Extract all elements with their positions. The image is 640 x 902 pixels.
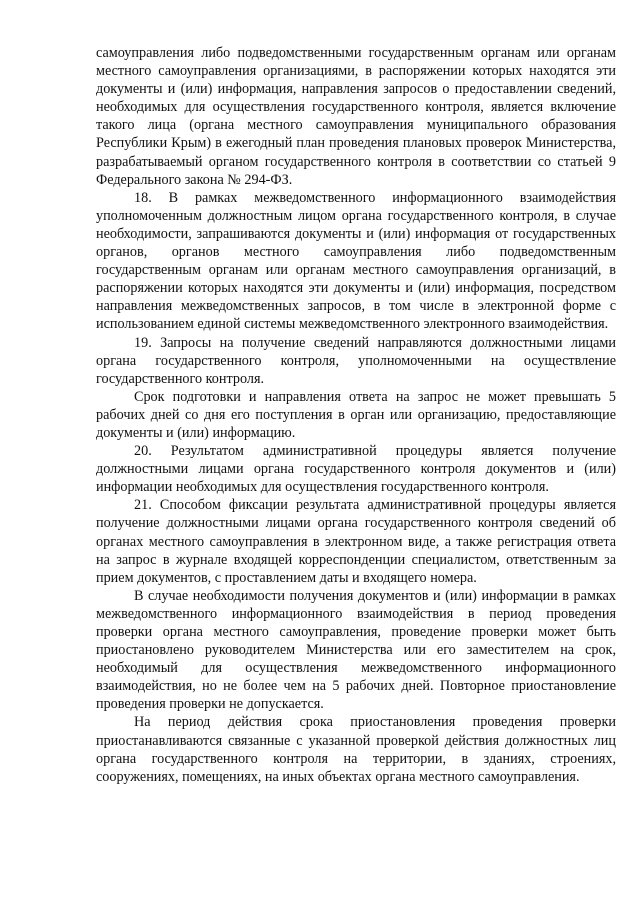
paragraph-19: 19. Запросы на получение сведений направляются должностными лицами органа государственного контроля, уполномоченными на осуществление государственного контроля. (96, 334, 616, 387)
paragraph-response-deadline: Срок подготовки и направления ответа на запрос не может превышать 5 рабочих дней со дня его поступления в орган или организацию, предоставляющие документы и (или) информацию. (96, 388, 616, 441)
paragraph-continuation: самоуправления либо подведомственными государственным органам или органам местного самоуправления организациями, в распоряжении которых находятся эти документы и (или) информация, направления запросов о предоставлении сведений, необходимых для осуществления государственного контроля, является включение такого лица (органа местного самоуправления муниципального образования Республики Крым) в ежегодный план проведения плановых проверок Министерства, разрабатываемый органом государственного контроля в соответствии со статьей 9 Федерального закона № 294-ФЗ. (96, 45, 616, 188)
paragraph-suspension: В случае необходимости получения документов и (или) информации в рамках межведомственного информационного взаимодействия в период проведения проверки органа местного самоуправления, проведение проверки может быть приостановлено руководителем Министерства или его заместителем на срок, необходимый для осуществления межведомственного информационного взаимодействия, но не более чем на 5 рабочих дней. Повторное приостановление проведения проверки не допускается. (96, 587, 616, 713)
document-body (96, 44, 616, 786)
paragraph-suspension-period: На период действия срока приостановления проведения проверки приостанавливаются связанные с указанной проверкой действия должностных лиц органа государственного контроля на территории, в зданиях, строениях, сооружениях, помещениях, на иных объектах органа местного самоуправления. (96, 714, 616, 785)
paragraph-20: 20. Результатом административной процедуры является получение должностными лицами органа государственного контроля документов и (или) информации необходимых для осуществления государственного контроля. (96, 443, 616, 496)
paragraph-21: 21. Способом фиксации результата административной процедуры является получение должностными лицами органа государственного контроля сведений об органах местного самоуправления в электронном виде, а также регистрация ответа на запрос в журнале входящей корреспонденции специалистом, ответственным за прием документов, с проставлением даты и входящего номера. (96, 497, 616, 586)
paragraph-18: 18. В рамках межведомственного информационного взаимодействия уполномоченным должностным лицом органа государственного контроля, в случае необходимости, запрашиваются документы и (или) информация от государственных органов, органов местного самоуправления либо подведомственным государственным органам или органам местного самоуправления организаций, в распоряжении которых находятся эти документы и (или) информация, посредством направления межведомственных запросов, в том числе в электронной форме с использованием единой системы межведомственного электронного взаимодействия. (96, 189, 616, 333)
